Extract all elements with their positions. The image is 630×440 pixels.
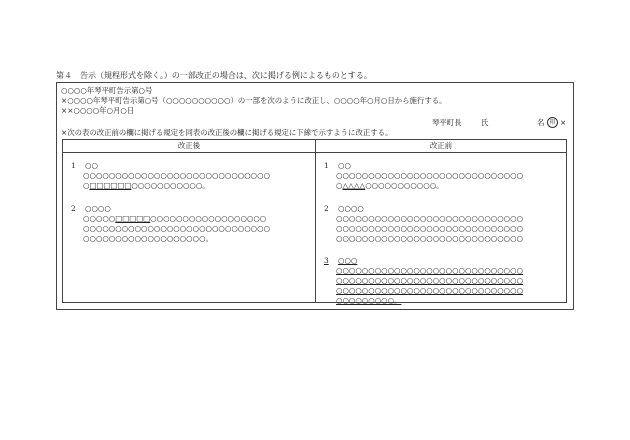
body-line: [83, 214, 270, 224]
item-body: [83, 214, 270, 244]
signature-mei: 名: [537, 118, 545, 127]
comparison-table: [62, 139, 567, 303]
body-line: ○○○○○○○○○○○○○○○○○○○○○○○○○○○○○: [83, 171, 271, 180]
body-line: ○○○○○○○○○○○○○○○○○○○○○○○○○○○○○: [336, 276, 524, 285]
underlined-change: □□□□□: [115, 214, 151, 223]
signature-shi: 氏: [481, 118, 489, 127]
underlined-change: □□□□□□: [89, 181, 132, 190]
item-number: 2: [71, 204, 76, 213]
item-number: 1: [324, 161, 329, 170]
body-line: ○○○○○○○○○。: [336, 296, 402, 305]
item-body: [336, 266, 523, 306]
body-line: ○○○○○○○○○○○○○○○○○○○○○○○○○○○○○: [336, 171, 524, 180]
item-title: ○○: [85, 161, 98, 170]
item-body: [336, 214, 523, 244]
text-segment: ○○○○○○○○○○○○○○○○○○: [150, 214, 267, 223]
item-number: 2: [324, 204, 329, 213]
body-line: ○○○○○○○○○○○○○○○○○○○○○○○○○○○○○: [336, 224, 524, 233]
body-line: [336, 181, 523, 191]
text-segment: ○: [336, 181, 343, 190]
body-line: ○○○○○○○○○○○○○○○○○○○○○○○○○○○○○: [336, 214, 524, 223]
item-title: ○○○: [338, 256, 358, 265]
item-title: ○○○○: [338, 204, 364, 213]
text-segment: ○: [83, 181, 90, 190]
item-number: 3: [324, 256, 329, 265]
text-segment: ○○○○○○○○○○○。: [131, 181, 210, 190]
text-segment: ○○○○○○○○○○○。: [365, 181, 444, 190]
section-heading: 第４ 告示（規程形式を除く。）の一部改正の場合は、次に掲げる例によるものとする。: [56, 71, 372, 80]
body-line: [83, 181, 270, 191]
underlined-change: △△△△: [342, 181, 366, 190]
body-line: ○○○○○○○○○○○○○○○○○○○○○○○○○○○○○: [336, 286, 524, 295]
before-column: [316, 152, 566, 305]
seal-mark: 印: [547, 117, 558, 128]
text-segment: ○○○○○: [83, 214, 116, 223]
notice-example-frame: [56, 82, 574, 310]
item-title: ○○○○: [85, 204, 111, 213]
body-line: ○○○○○○○○○○○○○○○○○○○○○○○○○○○○○: [83, 224, 271, 233]
after-column: [63, 152, 315, 302]
item-body: [336, 171, 523, 191]
item-body: [83, 171, 270, 191]
body-line: ○○○○○○○○○○○○○○○○○○○○○○○○○○○○○: [336, 234, 524, 243]
header-before: 改正前: [429, 141, 453, 150]
notice-number: ○○○○年琴平町告示第○号: [61, 86, 153, 95]
signature-title: 琴平町長: [432, 118, 462, 127]
body-line: ○○○○○○○○○○○○○○○○○○○。: [83, 234, 213, 243]
signature-trail: ×: [560, 118, 567, 127]
notice-date: ××○○○○年○月○日: [61, 106, 135, 115]
header-after: 改正後: [177, 141, 201, 150]
item-number: 1: [71, 161, 76, 170]
comparison-instruction: ×次の表の改正前の欄に掲げる規定を同表の改正後の欄に掲げる規定に下線で示すように改正する。: [61, 128, 393, 137]
item-title: ○○: [338, 161, 351, 170]
amendment-statement: ×○○○○年琴平町告示第○号（○○○○○○○○○○）の一部を次のように改正し、○○○○年○月○日から施行する。: [61, 96, 447, 105]
body-line: ○○○○○○○○○○○○○○○○○○○○○○○○○○○○○: [336, 266, 524, 275]
